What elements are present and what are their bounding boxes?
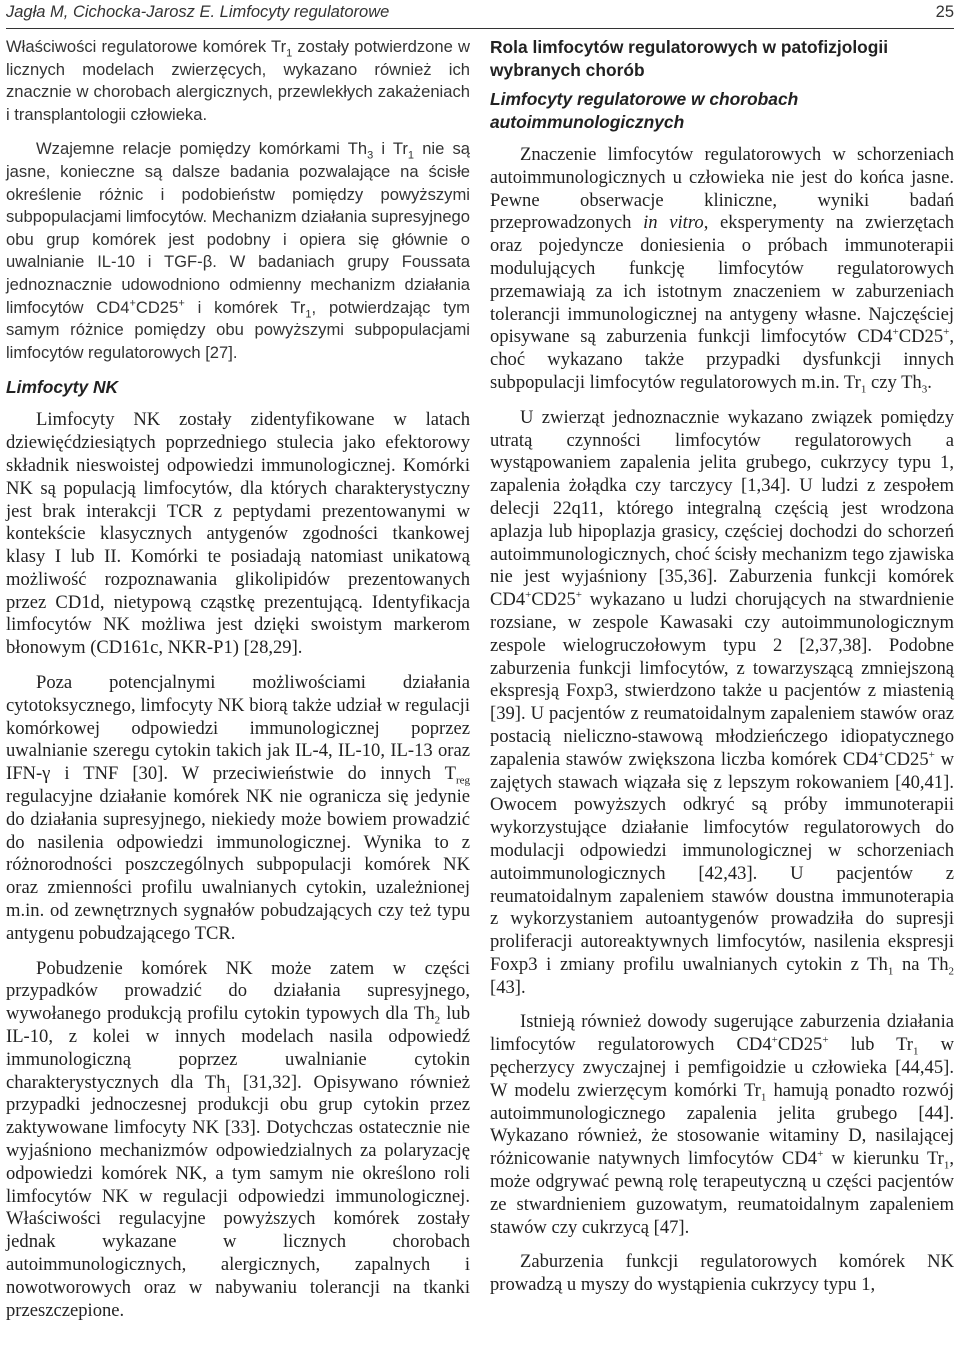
text-run: wykazano u ludzi chorujących na stwardnienie rozsiane, w zespole Kawasaki czy autoimmunologicznym zespole wielogruczołowym typu 2 [2,37,38]. Podobne zaburzenia funkcji limfocytów, z towarzyszącą zmniejszoną ekspresją Foxp3, stwierdzono także u pacjentów z miastenią [39]. U pacjentów z reumatoidalnym zapaleniem stawów oraz postacią nieliczno-stawową młodzieńczego idiopatycznego zapalenia stawów zwiększona liczba komórek CD4 — [490, 589, 954, 770]
text-run: regulacyjne działanie komórek NK nie ogranicza się jedynie do działania supresyjnego, niekiedy może bowiem prowadzić do nasilenia odpowiedzi immunologicznej. Wynika to z różnorodności poszczególnych subpopulacji komórek NK oraz zmienności profilu uwalnianych cytokin, uzależnionej m.in. od zewnętrznych sygnałów pobudzających czy też typu antygenu pobudzającego TCR. — [6, 786, 470, 944]
paragraph-significance — [490, 144, 954, 395]
text-run: na Th — [893, 953, 949, 975]
text-run: w zajętych stawach wiązała się z lepszym rokowaniem [40,41]. Owocem powyższych odkryć są próby immunoterapii wykorzystujące działanie limfocytów regulatorowych do modulacji odpowiedzi immunologicznej w schorzeniach autoimmunologicznych [42,43]. U pacjentów z reumatoidalnym zapaleniem stawów doustna immunoterapia z wykorzystaniem autoantygenów prowadziła do supresji proliferacji autoreaktywnych limfocytów, nasilenia ekspresji Foxp3 i zmiany profilu uwalnianych cytokin z Th — [490, 748, 954, 975]
text-run: U zwierząt jednoznacznie wykazano związek pomiędzy utratą czynności limfocytów regulatorowych a wystąpowaniem zapalenia jelita grubego, cukrzycy typu 1, zapalenia żołądka czy tarczycy [1,34]. U ludzi z zespołem delecji 22q11, którego integralną częścią jest wrodzona aplazja lub hipoplazja grasicy, częściej dochodzi do schorzeń autoimmunologicznych, choć ścisły mechanizm tego zjawiska nie jest wyjaśniony [35,36]. Zaburzenia funkcji komórek CD4 — [490, 406, 954, 611]
text-run: Limfocyty NK zostały zidentyfikowane w latach dziewięćdziesiątych poprzedniego stulecia jako efektorowy składnik nieswoistej odpowiedzi immunologicznej. Komórki NK są populacją limfocytów, dla których charakterystyczny jest brak interakcji TCR z peptydami prezentowanymi w kontekście klasycznych antygenów zgodności tkankowej klasy I lub II. Komórki te posiadają natomiast unikatową możliwość rozpoznawania glikolipidów prezentowanych przez CD1d, nietypową cząstkę prezentującą. Identyfikacja limfocytów NK możliwa jest dzięki swoistym markerom błonowym (CD161c, NKR-P1) [28,29]. — [6, 409, 470, 659]
paragraph-th3-tr1-relations — [6, 138, 470, 364]
text-run: CD25 — [884, 748, 929, 770]
text-run: hamują ponadto rozwój autoimmunologicznego zapalenia jelita grubego [44]. Wykazano również, że stosowanie witaminy D, nasilającej różnicowanie natywnych limfocytów CD4 — [490, 1079, 954, 1170]
subscript: 2 — [434, 1014, 441, 1027]
subscript: 1 — [887, 965, 894, 978]
subscript: 1 — [860, 383, 867, 396]
text-run: w pęcherzycy zwyczajnej i pemfigoidzie u człowieka [44,45]. W modelu zwierzęcym komórki Tr — [490, 1034, 954, 1101]
page-number: 25 — [935, 3, 954, 21]
subscript: 1 — [286, 47, 293, 60]
text-run: Zaburzenia funkcji regulatorowych komórek NK prowadzą u myszy do wystąpienia cukrzycy typu 1, — [490, 1251, 954, 1296]
text-run: . — [927, 371, 932, 393]
text-run: w kierunku Tr — [823, 1148, 944, 1170]
left-column — [6, 36, 470, 1322]
text-run: , potwierdzając tym samym różnice pomiędzy obu powyższymi subpopulacjami limfocytów regulatorowych [27]. — [6, 297, 470, 362]
running-head — [6, 0, 954, 29]
superscript: + — [892, 326, 899, 339]
text-run: , eksperymenty na zwierzętach oraz pojedyncze doniesienia o próbach immunoterapii modulujących funkcję limfocytów regulatorowych przemawiają za ich istotnym znaczeniem w zaburzeniach tolerancji immunologicznej na antygeny własne. Najczęściej opisywane są zaburzenia funkcji limfocytów CD4 — [490, 212, 954, 348]
text-run: Pobudzenie komórek NK może zatem w części przypadków prowadzić do działania supresyjnego, wywołanego produkcją profilu cytokin typowych dla Th — [6, 957, 470, 1025]
lead-paragraph — [6, 36, 470, 126]
superscript: + — [178, 297, 185, 309]
subscript: 1 — [305, 307, 312, 320]
text-run: Właściwości regulatorowe komórek Tr — [6, 37, 287, 56]
paragraph-nk-disorders — [490, 1251, 954, 1297]
superscript: + — [817, 1148, 824, 1161]
text-run: CD25 — [135, 297, 179, 317]
subscript: 3 — [367, 149, 374, 162]
paragraph-nk-cytotoxic — [6, 672, 470, 946]
heading-nk-cells: Limfocyty NK — [6, 377, 119, 398]
subscript: 1 — [760, 1091, 767, 1104]
paragraph-nk-stimulation — [6, 958, 470, 1323]
text-run: nie są jasne, konieczne są dalsze badania pozwalające na ścisłe określenie różnic i podobieństw pomiędzy powyższymi subpopulacjami limfocytów. Mechanizm działania supresyjnego obu grup komórek jest podobny i opiera się głównie o uwalnianie IL-10 i TGF-β. W badaniach grupy Foussata jednoznacznie udowodniono odmienny mechanizm działania limfocytów CD4 — [6, 139, 471, 317]
superscript: + — [943, 326, 950, 339]
subscript: 2 — [948, 965, 954, 978]
text-run: lub IL-10, z kolei w innych modelach nasila odpowiedź immunologiczną poprzez uwalnianie cytokin charakterystycznych dla Th — [6, 1003, 470, 1093]
subscript: reg — [455, 774, 470, 787]
text-run: lub Tr — [828, 1034, 913, 1056]
text-run: CD25 — [531, 589, 576, 611]
subscript: 1 — [943, 1159, 950, 1172]
running-head-title: Jagła M, Cichocka-Jarosz E. Limfocyty regulatorowe — [6, 3, 390, 21]
text-run: Wzajemne relacje pomiędzy komórkami Th — [36, 139, 368, 159]
text-run: i Tr — [373, 139, 408, 159]
subscript: 1 — [407, 149, 415, 162]
section-heading: Rola limfocytów regulatorowych w patofizjologii wybranych chorób — [490, 37, 889, 80]
subscript: 1 — [225, 1083, 232, 1096]
superscript: + — [525, 588, 532, 601]
superscript: + — [129, 297, 136, 309]
paragraph-animal-models — [490, 407, 954, 1000]
text-run: , choć wykazano także przypadki dysfunkcji innych subpopulacji limfocytów regulatorowych m.in. Tr — [490, 326, 954, 393]
superscript: + — [822, 1034, 829, 1047]
text-run: Znaczenie limfocytów regulatorowych w schorzeniach autoimmunologicznych u człowieka nie jest do końca jasne. Pewne obserwacje kliniczne, wyniki badań przeprowadzonych — [490, 144, 954, 234]
paragraph-nk-intro — [6, 409, 470, 660]
text-run: [31,32]. Opisywano również przypadki jednoczesnej produkcji obu grup cytokin przez zaktywowane limfocyty NK [33]. Dotychczas ostatecznie nie wyjaśniono mechanizmów odpowiedzialnych za polaryzację odpowiedzi komórek NK, a tym samym nie określono roli limfocytów NK w regulacji odpowiedzi immunologicznej. Właściwości regulacyjne powyższych komórek zostały jednak wykazane w licznych chorobach autoimmunologicznych, alergicznych, zapalnych i nowotworowych oraz w nabywaniu tolerancji na tkanki przeszczepione. — [6, 1071, 470, 1321]
superscript: + — [771, 1034, 778, 1047]
text-run: CD25 — [777, 1034, 823, 1056]
subscript: 1 — [913, 1046, 919, 1058]
text-run: [43]. — [490, 976, 526, 998]
subscript: 3 — [921, 383, 928, 396]
paragraph-evidence — [490, 1011, 954, 1239]
right-column — [490, 36, 954, 1297]
superscript: + — [928, 748, 935, 761]
superscript: + — [877, 748, 885, 761]
text-run: Poza potencjalnymi możliwościami działania cytotoksycznego, limfocyty NK biorą także udział w regulacji komórkowej odpowiedzi immunologicznej poprzez uwalnianie szeregu cytokin takich jak IL-4, IL-10, IL-13 oraz IFN-γ i TNF [30]. W przeciwieństwie do innych T — [6, 672, 470, 785]
text-run: Istnieją również dowody sugerujące zaburzenia działania limfocytów regulatorowych CD4 — [490, 1011, 954, 1056]
subsection-heading: Limfocyty regulatorowe w chorobach autoimmunologicznych — [490, 89, 799, 132]
text-run: czy Th — [866, 371, 922, 393]
text-run: i komórek Tr — [184, 297, 306, 317]
text-run: zostały potwierdzone w licznych modelach zwierzęcych, wykazano również ich znacznie w chorobach alergicznych, przewlekłych zakażeniach i transplantologii człowieka. — [6, 37, 470, 124]
text-run: CD25 — [898, 326, 944, 348]
superscript: + — [575, 588, 583, 601]
text-run: , może odgrywać pewną rolę terapeutyczną u części pacjentów ze stwardnieniem guzowatym, reumatoidalnym zapaleniem stawów czy cukrzycą [47]. — [490, 1148, 954, 1238]
italic-term: in vitro — [643, 212, 704, 234]
